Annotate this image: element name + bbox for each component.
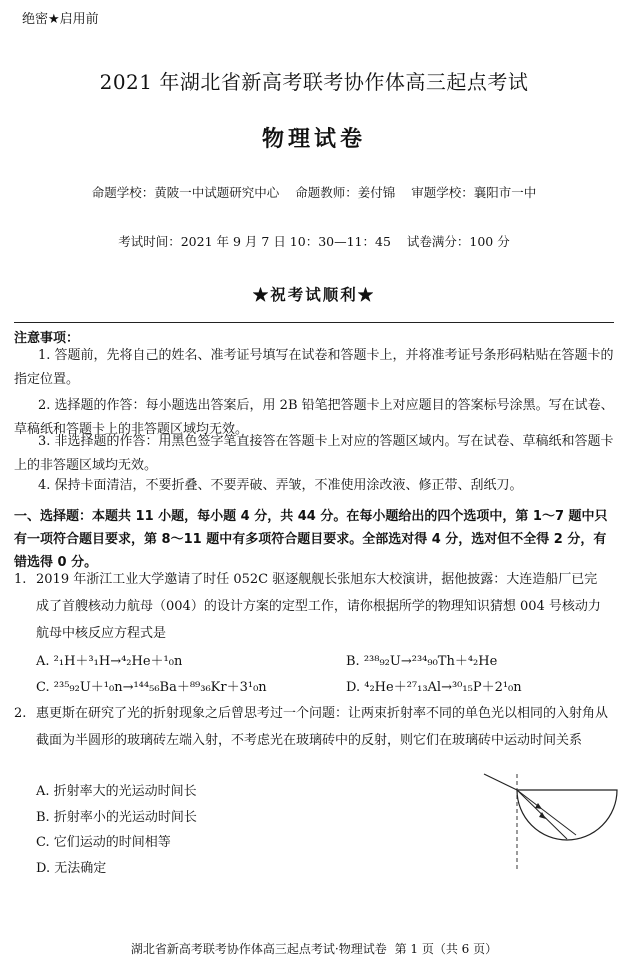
option-a <box>36 780 197 799</box>
question-stem: 惠更斯在研究了光的折射现象之后曾思考过一个问题：让两束折射率不同的单色光以相同的入射角从截面为半圆形的玻璃砖左端入射，不考虑光在玻璃砖中的反射，则它们在玻璃砖中运动时间关系 <box>36 706 609 748</box>
option-text: 无法确定 <box>54 861 107 876</box>
incident-ray <box>484 774 517 790</box>
option-label: B. <box>346 654 360 669</box>
option-label: B. <box>36 810 50 825</box>
notice-item-4: 4. 保持卡面清洁，不要折叠、不要弄破、弄皱，不准使用涂改液、修正带、刮纸刀。 <box>38 478 523 493</box>
semicircle-glass-diagram <box>472 770 622 880</box>
notice-heading: 注意事项： <box>14 331 80 346</box>
option-label: C. <box>36 835 50 850</box>
divider <box>14 322 614 323</box>
question-2 <box>14 700 610 754</box>
page-footer <box>0 940 628 957</box>
option-a <box>36 650 182 669</box>
question-stem: 2019 年浙江工业大学邀请了时任 052C 驱逐舰舰长张旭东大校演讲，据他披露：大连造船厂已完成了首艘核动力航母（004）的设计方案的定型工作，请你根据所学的物理知识猜想 004 号核动力航母中核反应方程式是 <box>36 572 601 641</box>
question-1 <box>14 566 610 647</box>
secret-label: 绝密★启用前 <box>22 12 99 27</box>
question-number: 2. <box>14 706 27 721</box>
notice-item-1: 1. 答题前，先将自己的姓名、准考证号填写在试卷和答题卡上，并将准考证号条形码粘贴在答题卡的指定位置。 <box>14 348 614 387</box>
arrow-head <box>535 803 542 809</box>
review-school: 审题学校：襄阳市一中 <box>411 185 537 200</box>
exam-info-line <box>0 232 628 250</box>
footer-exam-name: 湖北省新高考联考协作体高三起点考试·物理试卷 <box>130 942 387 956</box>
notice-item-2: 2. 选择题的作答：每小题选出答案后，用 2B 铅笔把答题卡上对应题目的答案标号涂黑。写在试卷、草稿纸和答题卡上的非答题区域均无效。 <box>14 398 614 437</box>
exam-subtitle: 物理试卷 <box>261 126 366 152</box>
exam-time: 考试时间：2021 年 9 月 7 日 10：30—11：45 <box>118 234 391 249</box>
option-text: ²³⁵₉₂U＋¹₀n→¹⁴⁴₅₆Ba＋⁸⁹₃₆Kr＋3¹₀n <box>53 680 267 695</box>
option-c <box>36 676 267 695</box>
option-label: D. <box>346 680 361 695</box>
option-b <box>346 650 497 669</box>
option-label: D. <box>36 861 51 876</box>
option-text: 它们运动的时间相等 <box>53 835 171 850</box>
refracted-ray-1 <box>517 790 576 835</box>
option-c <box>36 831 171 850</box>
author-school: 命题学校：黄陂一中试题研究中心 <box>91 185 280 200</box>
wish-line: ★祝考试顺利★ <box>252 285 376 304</box>
option-text: 折射率大的光运动时间长 <box>53 784 197 799</box>
footer-page-info: 第 1 页（共 6 页） <box>394 942 498 956</box>
notice-item-3: 3. 非选择题的作答：用黑色签字笔直接答在答题卡上对应的答题区域内。写在试卷、草稿纸和答题卡上的非答题区域均无效。 <box>14 434 614 473</box>
option-label: A. <box>36 654 50 669</box>
option-text: ²₁H＋³₁H→⁴₂He＋¹₀n <box>53 654 183 669</box>
question-number: 1. <box>14 572 27 587</box>
option-text: 折射率小的光运动时间长 <box>53 810 197 825</box>
option-d <box>36 857 106 876</box>
option-text: ²³⁸₉₂U→²³⁴₉₀Th＋⁴₂He <box>363 654 498 669</box>
author-teacher: 命题教师：姜付锦 <box>295 185 396 200</box>
option-label: C. <box>36 680 50 695</box>
option-b <box>36 806 197 825</box>
option-d <box>346 676 522 695</box>
option-text: ⁴₂He＋²⁷₁₃Al→³⁰₁₅P＋2¹₀n <box>364 680 522 695</box>
option-label: A. <box>36 784 50 799</box>
section-heading: 一、选择题：本题共 11 小题，每小题 4 分，共 44 分。在每小题给出的四个选项中，第 1～7 题中只有一项符合题目要求，第 8～11 题中有多项符合题目要求。全部选对得 4 分，选对但不全得 2 分，有错选得 0 分。 <box>14 509 608 570</box>
author-line <box>0 183 628 201</box>
full-score: 试卷满分：100 分 <box>406 234 510 249</box>
exam-title: 2021 年湖北省新高考联考协作体高三起点考试 <box>99 70 529 94</box>
semicircle-outline <box>517 790 617 840</box>
